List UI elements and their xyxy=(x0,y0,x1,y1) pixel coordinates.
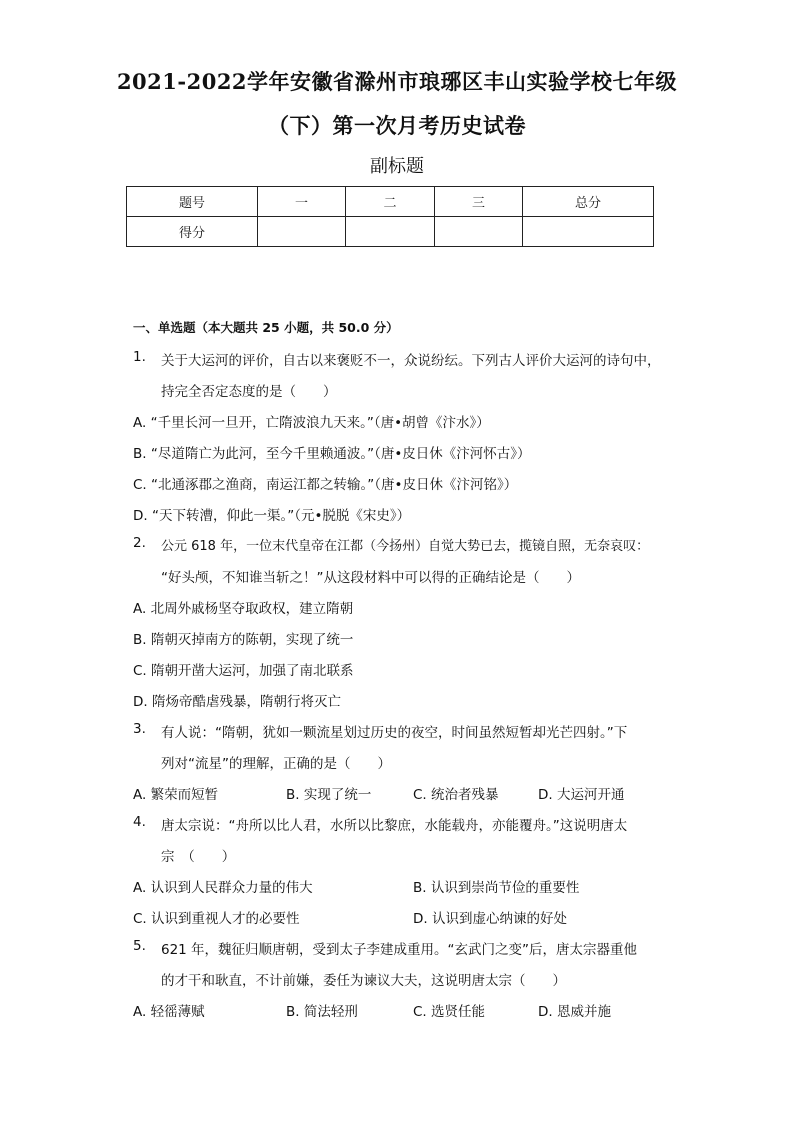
answer-option: D. 隋炀帝酷虐残暴，隋朝行将灭亡 xyxy=(133,694,341,710)
answer-option: B. 隋朝灭掉南方的陈朝，实现了统一 xyxy=(133,632,354,648)
answer-option: A. 认识到人民群众力量的伟大 xyxy=(133,880,313,896)
answer-option: B. “尽道隋亡为此河，至今千里赖通波。”（唐•皮日休《汴河怀古》） xyxy=(133,446,531,462)
question-number: 3. xyxy=(133,721,146,737)
answer-option: D. 认识到虚心纳谏的好处 xyxy=(413,911,567,927)
question-number: 1. xyxy=(133,349,146,365)
exam-title-line-1: 2021-2022学年安徽省滁州市琅琊区丰山实验学校七年级 xyxy=(116,69,678,94)
answer-option: A. “千里长河一旦开，亡隋波浪九天来。”（唐•胡曾《汴水》） xyxy=(133,415,490,431)
question-text: 宗 （ ） xyxy=(161,849,236,865)
answer-option: A. 北周外戚杨坚夺取政权，建立隋朝 xyxy=(133,601,354,617)
score-input-cell[interactable] xyxy=(435,217,523,247)
question-text: 的才干和耿直，不计前嫌，委任为谏议大夫，这说明唐太宗（ ） xyxy=(161,973,566,989)
answer-option: D. “天下转漕，仰此一渠。”（元•脱脱《宋史》） xyxy=(133,508,411,524)
question-text: 持完全否定态度的是（ ） xyxy=(161,384,337,400)
answer-option: A. 轻徭薄赋 xyxy=(133,1004,205,1020)
table-cell: 总分 xyxy=(523,187,654,217)
answer-option: D. 大运河开通 xyxy=(538,787,625,803)
answer-option: C. 统治者残暴 xyxy=(413,787,499,803)
answer-option: B. 实现了统一 xyxy=(286,787,372,803)
section-heading: 一、单选题（本大题共 25 小题，共 50.0 分） xyxy=(133,320,399,335)
question-text: 公元 618 年，一位末代皇帝在江都（今扬州）自觉大势已去，揽镜自照，无奈哀叹： xyxy=(161,539,650,554)
table-cell: 一 xyxy=(258,187,346,217)
table-cell: 二 xyxy=(346,187,435,217)
score-table xyxy=(126,186,654,247)
answer-option: C. “北通涿郡之渔商，南运江都之转输。”（唐•皮日休《汴河铭》） xyxy=(133,477,518,493)
table-cell: 得分 xyxy=(127,217,258,247)
score-table-header-row xyxy=(127,187,654,217)
question-text: 列对“流星”的理解，正确的是（ ） xyxy=(161,756,391,772)
question-number: 5. xyxy=(133,938,146,954)
answer-option: C. 选贤任能 xyxy=(413,1004,486,1020)
exam-title-line-2: （下）第一次月考历史试卷 xyxy=(268,113,526,138)
answer-option: C. 认识到重视人才的必要性 xyxy=(133,911,300,927)
subtitle: 副标题 xyxy=(370,156,424,177)
score-input-cell[interactable] xyxy=(523,217,654,247)
question-text: 621 年，魏征归顺唐朝，受到太子李建成重用。“玄武门之变”后，唐太宗器重他 xyxy=(161,942,638,958)
answer-option: A. 繁荣而短暂 xyxy=(133,787,219,803)
score-table-score-row xyxy=(127,217,654,247)
table-cell: 题号 xyxy=(127,187,258,217)
question-text: “好头颅，不知谁当斩之！”从这段材料中可以得的正确结论是（ ） xyxy=(161,570,580,586)
question-number: 2. xyxy=(133,535,146,551)
question-text: 关于大运河的评价，自古以来褒贬不一，众说纷纭。下列古人评价大运河的诗句中， xyxy=(161,353,661,369)
score-input-cell[interactable] xyxy=(258,217,346,247)
question-number: 4. xyxy=(133,814,146,830)
score-input-cell[interactable] xyxy=(346,217,435,247)
question-text: 有人说：“隋朝，犹如一颗流星划过历史的夜空，时间虽然短暂却光芒四射。”下 xyxy=(161,725,628,741)
answer-option: C. 隋朝开凿大运河，加强了南北联系 xyxy=(133,663,354,679)
question-text: 唐太宗说：“舟所以比人君，水所以比黎庶，水能载舟，亦能覆舟。”这说明唐太 xyxy=(161,818,628,834)
answer-option: D. 恩威并施 xyxy=(538,1004,611,1020)
answer-option: B. 简法轻刑 xyxy=(286,1004,358,1020)
answer-option: B. 认识到崇尚节俭的重要性 xyxy=(413,880,580,896)
table-cell: 三 xyxy=(435,187,523,217)
